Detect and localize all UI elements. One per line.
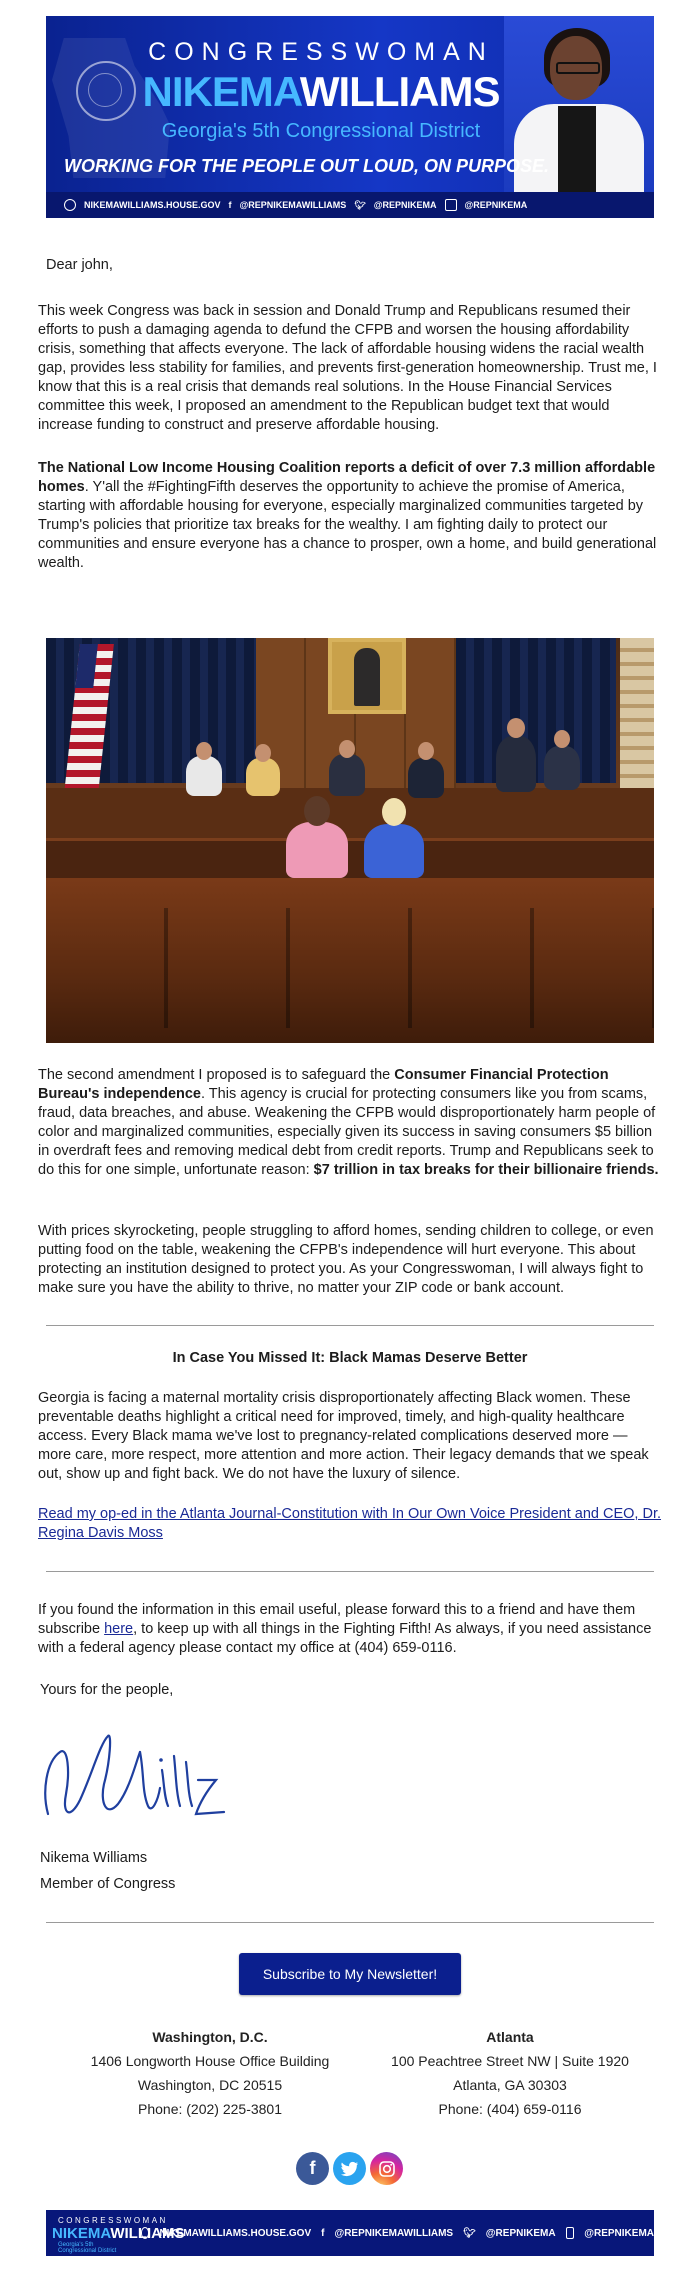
handwritten-signature [40,1722,240,1832]
banner-facebook[interactable]: @REPNIKEMAWILLIAMS [239,200,347,210]
paragraph-4: With prices skyrocketing, people struggling to afford homes, sending children to college, or even putting food on the table, weakening the CFPB's independence will hurt everyone. This about protecting an institution designed to protect you. As your Congresswoman, I will always fight to make sure you have the ability to thrive, no matter your ZIP code or bank account. [38,1223,654,1296]
forward-start: If you found the information in this email useful, please forward this to a friend and have them subscribe [38,1602,636,1637]
instagram-icon[interactable] [370,2152,403,2185]
subscribe-newsletter-button[interactable]: Subscribe to My Newsletter! [239,1953,461,1995]
office-name: Atlanta [486,2029,534,2045]
banner-title-congresswoman: CONGRESSWOMAN [148,38,494,66]
op-ed-link[interactable]: Read my op-ed in the Atlanta Journal-Constitution with In Our Own Voice President and CEO, Dr. Regina Davis Moss [38,1506,662,1541]
banner-twitter[interactable]: @REPNIKEMA [373,200,437,210]
social-icons [296,2152,406,2186]
divider [46,1922,654,1923]
office-dc [80,2025,340,2121]
footer-twitter[interactable]: @REPNIKEMA [485,2227,556,2239]
instagram-icon [566,2227,575,2239]
committee-hearing-photo [46,638,654,1043]
footer-logo [52,2213,185,2254]
office-phone: Phone: (404) 659-0116 [438,2101,582,2117]
banner-district: Georgia's 5th Congressional District [161,120,481,142]
op-ed-link-wrap [38,1505,662,1543]
facebook-icon[interactable]: f [296,2152,329,2185]
subscribe-here-link[interactable]: here [104,1621,134,1637]
banner-first-name: NIKEMA [142,68,300,115]
office-address-line2: Washington, DC 20515 [137,2077,283,2093]
office-phone: Phone: (202) 225-3801 [138,2101,282,2117]
office-address-line2: Atlanta, GA 30303 [453,2077,567,2093]
forward-end: , to keep up with all things in the Fighting Fifth! As always, if you need assistance with a federal agency please contact my office at (404) 659-0116. [38,1621,652,1656]
twitter-icon: 🐦︎ [354,199,366,210]
missed-body: Georgia is facing a maternal mortality crisis disproportionately affecting Black women. These preventable deaths highlight a critical need for improved, timely, and high-quality healthcare access. Every Black mama we've lost to pregnancy-related complications deserved more — more care, more respect, more attention and more action. Their legacy demands that we speak out, show up and fight back. We do not have the luxury of silence. [38,1390,649,1482]
banner-last-name: WILLIAMS [299,68,500,115]
office-atlanta [380,2025,640,2121]
footer-facebook[interactable]: @REPNIKEMAWILLIAMS [334,2227,454,2239]
banner-name [126,68,516,116]
footer-logo-name [52,2225,185,2242]
footer-website[interactable]: NIKEMAWILLIAMS.HOUSE.GOV [159,2227,312,2239]
missed-heading: In Case You Missed It: Black Mamas Deserve Better [172,1350,528,1366]
wall-portrait [328,638,406,714]
paragraph-2-rest: . Y'all the #FightingFifth deserves the opportunity to achieve the promise of America, starting with affordable housing for everyone, especially marginalized communities targeted by Trump's policies that prioritize tax breaks for the wealthy. I am fighting daily to protect our communities and ensure everyone has a chance to prosper, own a home, and build generational wealth. [38,479,657,571]
office-address-line1: 1406 Longworth House Office Building [90,2053,330,2069]
paragraph-3-mid: . This agency is crucial for protecting consumers like you from scams, fraud, data breaches, and abuse. Weakening the CFPB would disproportionately harm people of color and marginalized communities, especially given its success in saving consumers $5 billion in overdraft fees and removing medical debt from credit reports. Trump and Republicans seek to do this for one simple, unfortunate reason: [38,1086,656,1178]
banner-social-bar [46,192,654,218]
header-banner [46,16,654,218]
divider [46,1571,654,1572]
forward-paragraph [38,1601,662,1658]
paragraph-1: This week Congress was back in session and Donald Trump and Republicans resumed their efforts to push a damaging agenda to defund the CFPB and worsen the housing affordability crisis, something that affects everyone. The lack of affordable housing widens the racial wealth gap, provides less stability for families, and prevents first-generation homeownership. Trust me, I know that this is a real crisis that demands real solutions. In the House Financial Services committee this week, I proposed an amendment to the Republican budget text that would increase funding to construct and preserve affordable housing. [38,303,657,433]
banner-tagline: WORKING FOR THE PEOPLE OUT LOUD, ON PURPOSE. [64,156,550,176]
paragraph-2 [38,459,662,573]
footer-banner [46,2210,654,2256]
instagram-icon [445,199,457,211]
banner-website[interactable]: NIKEMAWILLIAMS.HOUSE.GOV [84,200,221,210]
footer-logo-district: Georgia's 5th Congressional District [58,2242,117,2254]
paragraph-3-bold: Consumer Financial Protection Bureau's independence [38,1067,609,1102]
signoff: Yours for the people, [40,1682,174,1698]
greeting: Dear john, [46,257,113,273]
footer-logo-last: WILLIAMS [110,2225,185,2242]
twitter-icon[interactable] [333,2152,366,2185]
office-address-line1: 100 Peachtree Street NW | Suite 1920 [391,2053,629,2069]
footer-logo-line1: CONGRESSWOMAN [58,2216,168,2225]
signer-name: Nikema Williams [40,1850,148,1866]
office-name: Washington, D.C. [152,2029,268,2045]
signer-role: Member of Congress [40,1876,176,1892]
footer-logo-first: NIKEMA [52,2225,111,2242]
twitter-icon: 🐦︎ [463,2227,476,2239]
divider [46,1325,654,1326]
paragraph-3 [38,1066,662,1180]
banner-instagram[interactable]: @REPNIKEMA [464,200,528,210]
facebook-icon: f [228,200,232,210]
facebook-icon: f [321,2227,325,2239]
paragraph-3-bold-2: $7 trillion in tax breaks for their billionaire friends. [313,1162,659,1178]
globe-icon [64,199,76,211]
footer-instagram[interactable]: @REPNIKEMA [584,2227,654,2239]
paragraph-3-start: The second amendment I proposed is to safeguard the [38,1067,395,1083]
paragraph-2-bold: The National Low Income Housing Coalition reports a deficit of over 7.3 million affordable homes [38,460,656,495]
